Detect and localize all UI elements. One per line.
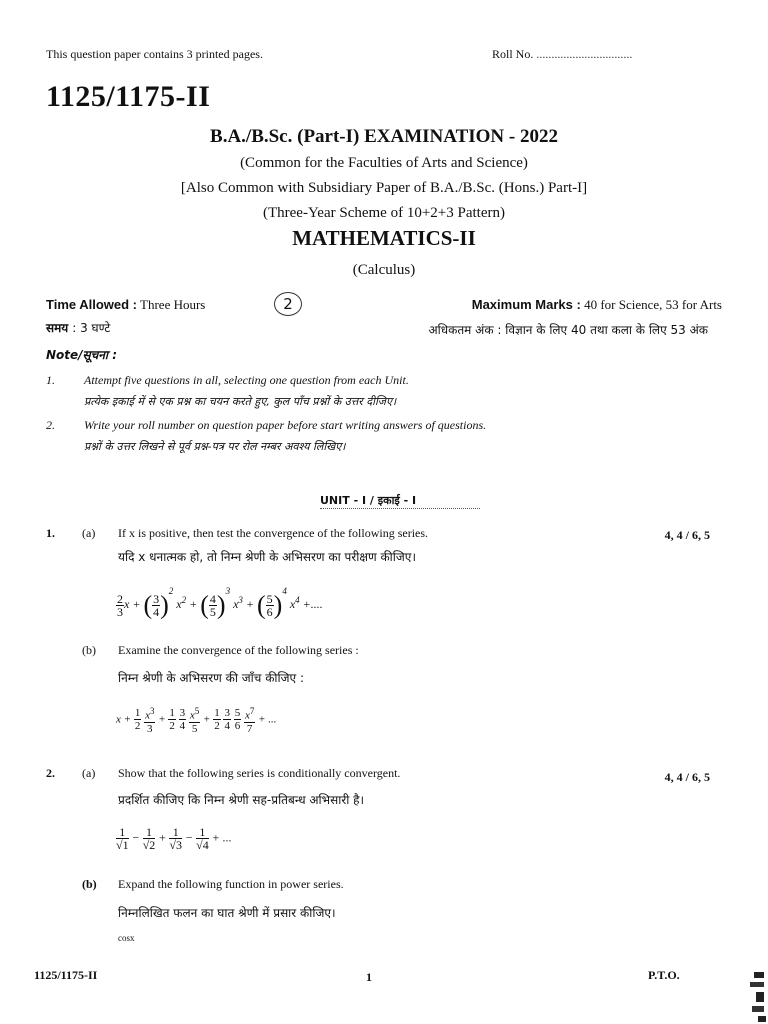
note-1-hindi: प्रत्येक इकाई में से एक प्रश्न का चयन करते हुए, कुल पाँच प्रश्नों के उत्तर दीजिए। — [84, 395, 397, 408]
time-value: Three Hours — [140, 297, 206, 312]
handwritten-mark: 2 — [274, 292, 302, 316]
function-cosx: cosx — [118, 933, 135, 943]
note-2-num: 2. — [46, 418, 55, 432]
maximum-marks — [472, 297, 722, 313]
marks-value: 40 for Science, 53 for Arts — [584, 297, 722, 312]
question-1b-text: Examine the convergence of the following series : — [118, 643, 359, 657]
paper-code: 1125/1175-II — [46, 80, 211, 113]
note-2-text: Write your roll number on question paper before start writing answers of questions. — [84, 418, 487, 432]
note-1-num: 1. — [46, 373, 55, 387]
marks-label: Maximum Marks : — [471, 297, 581, 312]
faculty-line: (Common for the Faculties of Arts and Science) — [240, 155, 528, 171]
question-2-marks: 4, 4 / 6, 5 — [664, 770, 710, 784]
roll-number-field — [492, 47, 632, 62]
question-1-marks: 4, 4 / 6, 5 — [664, 528, 710, 542]
question-2b-text: Expand the following function in power series. — [118, 877, 344, 891]
footer-code: 1125/1175-II — [34, 968, 98, 982]
time-hi-label: समय — [46, 321, 69, 335]
time-label: Time Allowed : — [46, 297, 138, 312]
roll-blank: ................................ — [536, 47, 633, 61]
topic-line: (Calculus) — [352, 262, 416, 278]
question-1-number: 1. — [46, 526, 55, 540]
time-hi-value: : 3 घण्टे — [72, 321, 111, 335]
time-allowed — [46, 297, 205, 313]
question-1b-label: (b) — [82, 643, 96, 657]
question-1a-text: If x is positive, then test the convergence of the following series. — [118, 526, 429, 540]
question-2b-hindi: निम्नलिखित फलन का घात श्रेणी में प्रसार कीजिए। — [118, 906, 336, 920]
pages-note: This question paper contains 3 printed pages. — [46, 47, 263, 61]
question-2b-label: (b) — [82, 877, 97, 891]
roll-label: Roll No. — [492, 47, 534, 61]
maximum-marks-hindi: अधिकतम अंक : विज्ञान के लिए 40 तथा कला के लिए 53 अंक — [428, 323, 708, 337]
note-2-hindi: प्रश्नों के उत्तर लिखने से पूर्व प्रश्न-पत्र पर रोल नम्बर अवश्य लिखिए। — [84, 440, 346, 453]
unit-heading: UNIT - I / इकाई - I — [320, 493, 480, 509]
note-1-text: Attempt five questions in all, selecting one question from each Unit. — [84, 373, 409, 387]
question-2a-text: Show that the following series is conditionally convergent. — [118, 766, 401, 780]
question-1a-label: (a) — [82, 526, 96, 540]
question-2-number: 2. — [46, 766, 55, 780]
question-2a-label: (a) — [82, 766, 96, 780]
scan-edge-artifact — [746, 968, 768, 1024]
scheme-line: (Three-Year Scheme of 10+2+3 Pattern) — [263, 205, 505, 221]
time-hindi — [46, 319, 110, 337]
pto-label: P.T.O. — [648, 968, 680, 982]
question-2a-hindi: प्रदर्शित कीजिए कि निम्न श्रेणी सह-प्रतिबन्ध अभिसारी है। — [118, 793, 365, 807]
series-2a-formula: $\frac{1}{√1}$ − $\frac{1}{√2}$ + $\frac{1}{√3}$ − $\frac{1}{√4}$ + ... — [116, 825, 232, 852]
subsidiary-line: [Also Common with Subsidiary Paper of B.A./B.Sc. (Hons.) Part-I] — [180, 180, 588, 196]
exam-title: B.A./B.Sc. (Part-I) EXAMINATION - 2022 — [210, 126, 558, 147]
note-heading: Note/सूचना : — [46, 348, 118, 362]
page-number: 1 — [366, 970, 372, 984]
subject-title: MATHEMATICS-II — [292, 226, 476, 250]
question-1a-hindi: यदि x धनात्मक हो, तो निम्न श्रेणी के अभिसरण का परीक्षण कीजिए। — [118, 550, 416, 564]
series-1b-formula: x + $\frac{1}{2}$ $\frac{x^3}{3}$ + $\frac{1}{2}$ $\frac{3}{4}$ $\frac{x^5}{5}$ + $\frac{1}{2}$ $\frac{3}{4}$ $\frac{5}{6}$ $\frac{x^7}{7}$ + ... — [116, 706, 277, 735]
question-1b-hindi: निम्न श्रेणी के अभिसरण की जाँच कीजिए : — [118, 671, 305, 685]
series-1a-formula: $\frac{2}{3}$ x + ( $\frac{3}{4}$ )$^2$ $x^2$ + ( $\frac{4}{5}$ )$^3$ $x^3$ + ( $\frac{5}{6}$ )$^4$ $x^4$ +.... — [117, 586, 323, 620]
